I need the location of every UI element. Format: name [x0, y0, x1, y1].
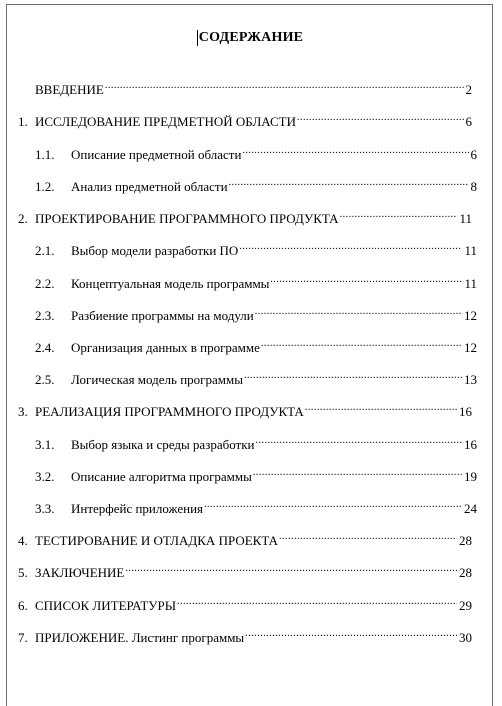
toc-entry-page: 30: [459, 630, 472, 645]
dot-leader: [244, 368, 462, 384]
toc-entry-text: Логическая модель программы: [71, 372, 243, 387]
toc-entry-number: 4.: [18, 533, 28, 548]
toc-entry-page: 28: [459, 533, 472, 548]
dot-leader: [255, 304, 462, 320]
toc-entry-page: 12: [464, 308, 477, 323]
toc-entry-number: 5.: [18, 565, 28, 580]
toc-entry-number: 3.1.: [35, 437, 55, 452]
dot-leader: [279, 529, 457, 545]
toc-entry-section-2-2[interactable]: [35, 272, 477, 291]
toc-entry-text: ИССЛЕДОВАНИЕ ПРЕДМЕТНОЙ ОБЛАСТИ: [35, 114, 296, 129]
toc-entry-number: 1.1.: [35, 147, 55, 162]
dot-leader: [256, 433, 462, 449]
dot-leader: [177, 594, 457, 610]
toc-entry-number: 2.: [18, 211, 28, 226]
toc-entry-page: 19: [464, 469, 477, 484]
toc-entry-text: ЗАКЛЮЧЕНИЕ: [35, 565, 125, 580]
toc-entry-chapter-5[interactable]: [18, 561, 472, 580]
dot-leader: [204, 497, 462, 513]
dot-leader: [242, 143, 468, 159]
toc-entry-text: ТЕСТИРОВАНИЕ И ОТЛАДКА ПРОЕКТА: [35, 533, 279, 548]
toc-entry-section-1-2[interactable]: [35, 175, 477, 194]
dot-leader: [340, 207, 458, 223]
toc-entry-chapter-7[interactable]: [18, 626, 472, 645]
toc-entry-text: ПРИЛОЖЕНИЕ. Листинг программы: [35, 630, 245, 645]
toc-entry-chapter-1[interactable]: [18, 110, 472, 129]
toc-entry-text: Выбор языка и среды разработки: [71, 437, 255, 452]
toc-entry-page: 13: [464, 372, 477, 387]
toc-entry-text: ВВЕДЕНИЕ: [35, 82, 104, 97]
toc-entry-number: 1.: [18, 114, 28, 129]
toc-entry-page: 12: [464, 340, 477, 355]
toc-entry-number: 2.3.: [35, 308, 55, 323]
dot-leader: [125, 561, 457, 577]
toc-entry-number: 3.2.: [35, 469, 55, 484]
toc-entry-page: 11: [464, 276, 477, 291]
toc-entry-page: 6: [470, 147, 477, 162]
toc-entry-text: Разбиение программы на модули: [71, 308, 254, 323]
toc-entry-page: 16: [459, 404, 472, 419]
toc-entry-number: 2.5.: [35, 372, 55, 387]
toc-entry-number: 2.1.: [35, 243, 55, 258]
toc-entry-page: 29: [459, 598, 472, 613]
toc-entry-number: 3.3.: [35, 501, 55, 516]
dot-leader: [305, 400, 457, 416]
toc-entry-number: 2.2.: [35, 276, 55, 291]
toc-entry-text: Концептуальная модель программы: [71, 276, 270, 291]
toc-entry-text: Интерфейс приложения: [71, 501, 204, 516]
toc-entry-page: 6: [465, 114, 472, 129]
toc-entry-text: РЕАЛИЗАЦИЯ ПРОГРАММНОГО ПРОДУКТА: [35, 404, 304, 419]
dot-leader: [105, 78, 464, 94]
dot-leader: [253, 465, 462, 481]
toc-entry-text: Выбор модели разработки ПО: [71, 243, 239, 258]
toc-entry-section-2-3[interactable]: [35, 304, 477, 323]
toc-entry-number: 1.2.: [35, 179, 55, 194]
toc-entry-text: СПИСОК ЛИТЕРАТУРЫ: [35, 598, 177, 613]
toc-entry-section-1-1[interactable]: [35, 143, 477, 162]
toc-entry-chapter-2[interactable]: [18, 207, 472, 226]
toc-entry-number: 3.: [18, 404, 28, 419]
dot-leader: [239, 239, 462, 255]
toc-entry-number: 6.: [18, 598, 28, 613]
toc-entry-text: Организация данных в программе: [71, 340, 260, 355]
dot-leader: [229, 175, 469, 191]
toc-entry-text: Описание алгоритма программы: [71, 469, 252, 484]
toc-entry-page: 8: [470, 179, 477, 194]
toc-entry-page: 11: [459, 211, 472, 226]
toc-title: СОДЕРЖАНИЕ: [198, 30, 304, 45]
toc-entry-page: 2: [465, 82, 472, 97]
toc-entry-page: 28: [459, 565, 472, 580]
dot-leader: [245, 626, 457, 642]
toc-entry-text: Анализ предметной области: [71, 179, 228, 194]
toc-entry-section-3-3[interactable]: [35, 497, 477, 516]
toc-entry-introduction[interactable]: [35, 78, 472, 97]
toc-entry-chapter-3[interactable]: [18, 400, 472, 419]
toc-entry-page: 24: [464, 501, 477, 516]
toc-entry-number: 2.4.: [35, 340, 55, 355]
dot-leader: [261, 336, 462, 352]
toc-entry-section-2-1[interactable]: [35, 239, 477, 258]
toc-entry-number: 7.: [18, 630, 28, 645]
dot-leader: [270, 272, 462, 288]
toc-entry-section-2-5[interactable]: [35, 368, 477, 387]
toc-entry-page: 11: [464, 243, 477, 258]
toc-entry-section-3-2[interactable]: [35, 465, 477, 484]
toc-entry-section-2-4[interactable]: [35, 336, 477, 355]
toc-entry-page: 16: [464, 437, 477, 452]
toc-entry-text: ПРОЕКТИРОВАНИЕ ПРОГРАММНОГО ПРОДУКТА: [35, 211, 339, 226]
toc-entry-chapter-4[interactable]: [18, 529, 472, 548]
dot-leader: [297, 110, 464, 126]
toc-entry-chapter-6[interactable]: [18, 594, 472, 613]
toc-entry-section-3-1[interactable]: [35, 433, 477, 452]
toc-entry-text: Описание предметной области: [71, 147, 242, 162]
